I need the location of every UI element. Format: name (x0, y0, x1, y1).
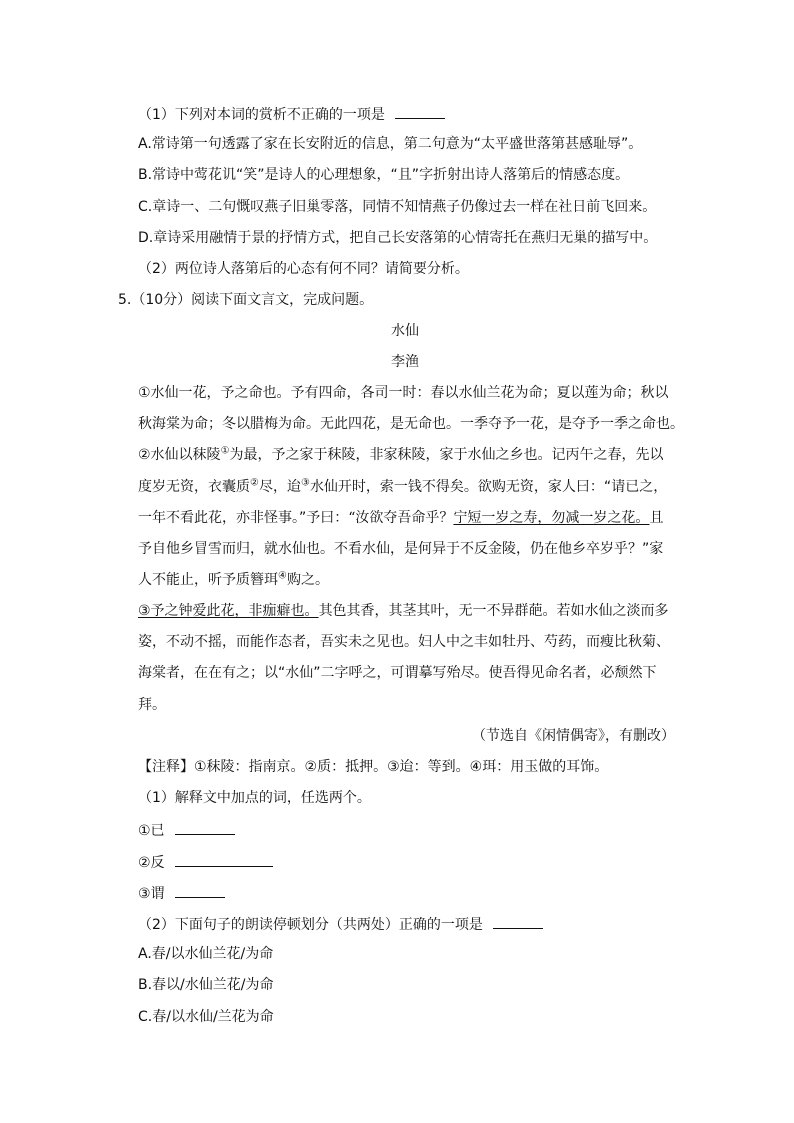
passage-author: 李渔 (391, 354, 419, 370)
footnote-marker: ③ (300, 477, 310, 489)
underlined-sentence: ③予之钟爱此花，非痂癖也。 (138, 603, 319, 619)
p1-line-2: 秋海棠为命；冬以腊梅为命。无此四花，是无命也。一季夺予一花，是夺予一季之命也。 (138, 416, 684, 432)
p2-line-4: 予自他乡冒雪而归，就水仙也。不看水仙，是何异于不反金陵，仍在他乡卒岁乎？”家 (138, 541, 664, 557)
passage-source: （节选自《闲情偶寄》，有删改） (472, 728, 675, 744)
answer-blank[interactable] (395, 104, 445, 119)
q5-sub2: （2）下面句子的朗读停顿划分（共两处）正确的一项是 (138, 914, 543, 934)
q4-sub1: （1）下列对本词的赏析不正确的一项是 (138, 104, 445, 124)
footnote-marker: ② (250, 477, 259, 489)
footnote-marker: ① (220, 445, 230, 457)
p3-line-3: 海棠者，在在有之；以“水仙”二字呼之，可谓摹写殆尽。使吾得见命名者，必颓然下 (138, 665, 657, 681)
word-3: ③谓 (138, 883, 225, 903)
underlined-sentence: 宁短一岁之寿，勿减一岁之花。 (453, 510, 650, 526)
p2-line-1: ②水仙以秣陵①为最，予之家于秣陵，非家秣陵，家于水仙之乡也。记丙午之春，先以 (138, 445, 664, 463)
q4-option-c: C.章诗一、二句慨叹燕子旧巢零落，同情不知情燕子仍像过去一样在社日前飞回来。 (138, 199, 657, 215)
q5-option-a: A.春/以水仙兰花/为命 (138, 946, 274, 962)
answer-blank[interactable] (493, 914, 543, 929)
p3-line-4: 拜。 (138, 697, 166, 713)
p2-line-3: 一年不看此花，亦非怪事。”予曰：“汝欲夺吾命乎？宁短一岁之寿，勿减一岁之花。且 (138, 510, 664, 526)
footnote-marker: ④ (278, 570, 287, 582)
q4-option-d: D.章诗采用融情于景的抒情方式，把自己长安落第的心情寄托在燕归无巢的描写中。 (138, 230, 658, 246)
q5-option-b: B.春以/水仙兰花/为命 (138, 977, 274, 993)
p1-line-1: ①水仙一花，予之命也。予有四命，各司一时：春以水仙兰花为命；夏以莲为命；秋以 (138, 385, 669, 401)
q5-sub1: （1）解释文中加点的词，任选两个。 (138, 790, 371, 806)
word-1: ①已 (138, 820, 235, 840)
answer-blank[interactable] (175, 820, 235, 835)
passage-title: 水仙 (391, 323, 419, 339)
p2-line-2: 度岁无资，衣囊质②尽，迨③水仙开时，索一钱不得矣。欲购无资，家人曰：“请已之， (138, 477, 668, 495)
p3-line-2: 姿，不动不摇，而能作态者，吾实未之见也。妇人中之丰如牡丹、芍药，而瘦比秋菊、 (138, 634, 670, 650)
answer-blank[interactable] (175, 852, 273, 867)
p3-line-1: ③予之钟爱此花，非痂癖也。其色其香，其茎其叶，无一不异群葩。若如水仙之淡而多 (138, 603, 669, 619)
q5-option-c: C.春/以水仙/兰花为命 (138, 1009, 274, 1025)
q4-sub2: （2）两位诗人落第后的心态有何不同？请简要分析。 (138, 261, 469, 277)
annotations: 【注释】①秣陵：指南京。②质：抵押。③迨：等到。④珥：用玉做的耳饰。 (138, 759, 609, 775)
p2-line-5: 人不能止，听予质簪珥④购之。 (138, 570, 329, 588)
q5-header: 5.（10分）阅读下面文言文，完成问题。 (118, 292, 374, 308)
q4-option-b: B.常诗中莺花讥“笑”是诗人的心理想象，“且”字折射出诗人落第后的情感态度。 (138, 167, 630, 183)
q4-option-a: A.常诗第一句透露了家在长安附近的信息，第二句意为“太平盛世落第甚感耻辱”。 (138, 136, 643, 152)
answer-blank[interactable] (175, 883, 225, 898)
word-2: ②反 (138, 852, 273, 872)
